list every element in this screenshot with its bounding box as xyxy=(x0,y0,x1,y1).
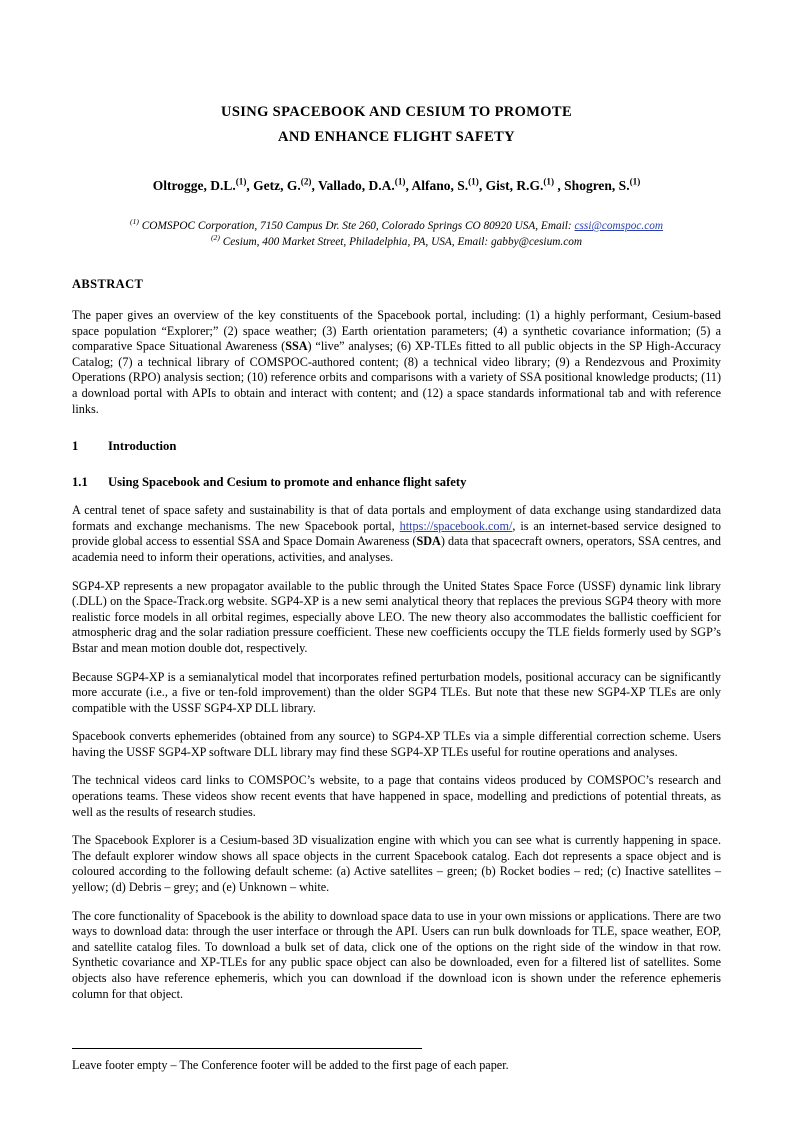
spacebook-portal-link[interactable]: https://spacebook.com/ xyxy=(399,518,513,533)
abstract-part-1: The paper gives an overview of the key constituents of the Spacebook portal, including: (1) a highly performant, Cesium-based space population “Explorer;” (2) space weather; (3) Earth orientation parameters; (4) a synthetic covariance information; (5) a comparative Space Situational Awareness ( xyxy=(72,308,721,354)
section-heading-1 xyxy=(72,439,721,454)
abstract-paragraph xyxy=(72,308,721,417)
author-name: Gist, R.G. xyxy=(485,178,544,193)
page-footer xyxy=(72,1048,721,1073)
paragraph-1-bold-sda: SDA xyxy=(416,534,441,549)
author-entry xyxy=(411,178,478,193)
author-affil-marker: (1) xyxy=(543,176,555,187)
affiliation-marker: (2) xyxy=(210,232,220,242)
paragraph-3: Because SGP4-XP is a semianalytical model that incorporates refined perturbation models, positional accuracy can be significantly more accurate (i.e., a five or ten-fold improvement) than the older SGP4 TLEs. But note that these new SGP4-XP TLEs are only compatible with the USSF SGP4-XP DLL library. xyxy=(72,669,721,715)
author-list: Oltrogge, D.L.$^{(1)}$, Getz, G.$^{(2)}$, Vallado, D.A.$^{(1)}$, Alfano, S.$^{(1)}$, Gist, R.G.$^{(1)}$ , Shogren, S.$^{(1)}$ xyxy=(152,176,641,193)
footer-note: Leave footer empty – The Conference footer will be added to the first page of each paper. xyxy=(72,1058,509,1072)
affiliation-block xyxy=(72,219,721,250)
author-entry xyxy=(486,178,554,193)
author-affil-marker: (1) xyxy=(235,176,247,187)
author-entry xyxy=(564,178,640,193)
author-name: Shogren, S. xyxy=(564,178,630,193)
paragraph-2: SGP4-XP represents a new propagator available to the public through the United States Space Force (USSF) dynamic link library (.DLL) on the Space-Track.org website. SGP4-XP is a new semi analytical theory that replaces the previous SGP4 theory with more realistic force models in all orbital regimes, especially above LEO. The new theory also accommodates the ballistic coefficient for atmospheric drag and the solar radiation pressure coefficient. These new coefficients occupy the TLE fields formerly used by SGP’s Bstar and mean motion double dot, respectively. xyxy=(72,578,721,655)
paragraph-1-part-1: A central tenet of space safety and sustainability is that of data portals and employment of data exchange using standardized data formats and exchange mechanisms. The new Spacebook portal, xyxy=(72,503,721,533)
affiliation-text: Cesium, 400 Market Street, Philadelphia, PA, USA, Email: gabby@cesium.com xyxy=(222,235,583,248)
affiliation-marker: (1) xyxy=(129,217,139,227)
author-affil-marker: (1) xyxy=(468,176,479,187)
author-entry xyxy=(318,178,405,193)
section-number: 1 xyxy=(72,439,79,454)
paragraph-1 xyxy=(72,503,721,565)
footer-divider xyxy=(72,1048,422,1049)
section-heading-1-1 xyxy=(72,475,721,490)
affiliation-line-1 xyxy=(72,219,721,235)
paragraph-4: Spacebook converts ephemerides (obtained from any source) to SGP4-XP TLEs via a simple differential correction scheme. Users having the USSF SGP4-XP software DLL library may find these SGP4-XP TLEs useful for routine operations and analyses. xyxy=(72,729,721,759)
subsection-title: Using Spacebook and Cesium to promote and enhance flight safety xyxy=(108,475,467,490)
paragraph-5: The technical videos card links to COMSPOC’s website, to a page that contains videos produced by COMSPOC’s research and operations teams. These videos show recent events that have happened in space, modelling and predictions of potential threats, as well as the results of research studies. xyxy=(72,773,721,819)
abstract-part-2: ) “live” analyses; (6) XP-TLEs fitted to all public objects in the SP High-Accuracy Catalog; (7) a technical library of COMSPOC-authored content; (8) a technical video library; (9) a Rendezvous and Proximity Operations (RPO) analysis section; (10) reference orbits and comparisons with a variety of SSA positional knowledge products; (11) a download portal with APIs to obtain and interact with content; and (12) a space standards informational tab and with reference links. xyxy=(72,339,721,416)
title-line-1: USING SPACEBOOK AND CESIUM TO PROMOTE xyxy=(221,104,572,120)
author-name: Vallado, D.A. xyxy=(317,178,395,193)
abstract-bold-ssa: SSA xyxy=(285,339,308,354)
section-title: Introduction xyxy=(108,439,177,454)
author-entry xyxy=(253,178,311,193)
paragraph-1-part-2: , is an internet-based service designed to provide global access to essential SSA and Space Domain Awareness ( xyxy=(72,518,721,549)
author-affil-marker: (2) xyxy=(300,176,312,187)
paragraph-6: The Spacebook Explorer is a Cesium-based 3D visualization engine with which you can see what is currently happening in space. The default explorer window shows all space objects in the current Spacebook catalog. Each dot represents a space object and is coloured according to the following default scheme: (a) Active satellites – green; (b) Rocket bodies – red; (c) Inactive satellites – yellow; (d) Debris – grey; and (e) Unknown – white. xyxy=(72,833,721,895)
author-affil-marker: (1) xyxy=(629,176,641,187)
abstract-heading: ABSTRACT xyxy=(72,277,144,291)
affiliation-text: COMSPOC Corporation, 7150 Campus Dr. Ste 260, Colorado Springs CO 80920 USA, Email: xyxy=(141,220,575,232)
author-name: Getz, G. xyxy=(253,178,301,193)
paragraph-1-part-3: ) data that spacecraft owners, operators, SSA centres, and academia need to inform their operations, activities, and analyses. xyxy=(72,534,721,564)
author-name: Alfano, S. xyxy=(411,178,469,193)
paper-title xyxy=(72,0,721,150)
author-name: Oltrogge, D.L. xyxy=(152,178,236,193)
title-line-2: AND ENHANCE FLIGHT SAFETY xyxy=(278,129,515,145)
author-affil-marker: (1) xyxy=(394,176,406,187)
affiliation-line-2 xyxy=(72,232,721,251)
subsection-number: 1.1 xyxy=(72,475,88,490)
email-link-comspoc[interactable]: cssi@comspoc.com xyxy=(574,220,664,232)
author-entry xyxy=(153,178,247,193)
paragraph-7: The core functionality of Spacebook is the ability to download space data to use in your own missions or applications. There are two ways to download data: through the user interface or through the API. Users can run bulk downloads for TLE, space weather, EOP, and satellite catalog files. To download a bulk set of data, click one of the options on the right side of the window in that row. Synthetic covariance and XP-TLEs for any public space object can also be downloaded, even for a filtered list of satellites. Some objects also have reference ephemeris, which you can download if the download icon is shown under the reference ephemeris column for that object. xyxy=(72,908,721,1001)
